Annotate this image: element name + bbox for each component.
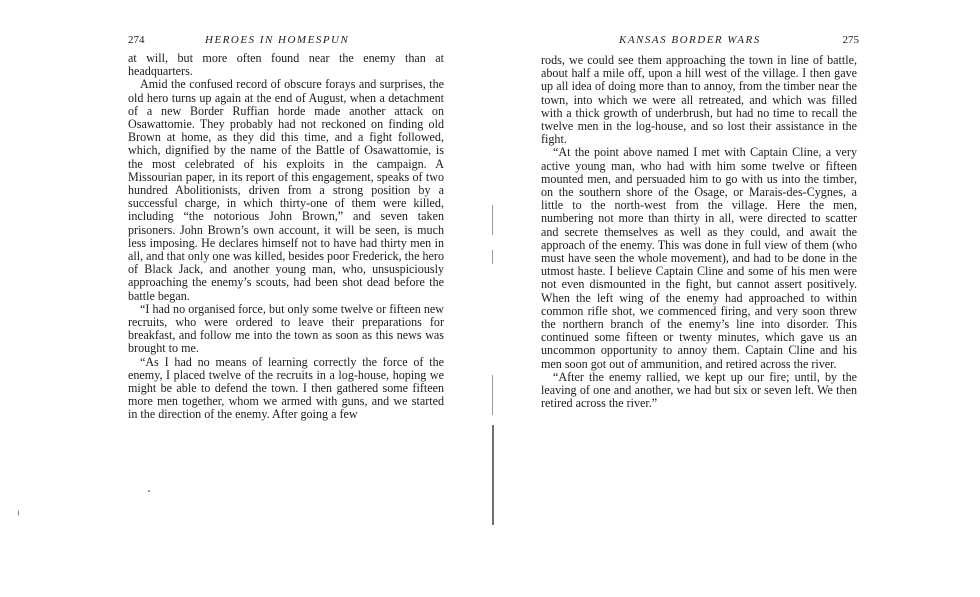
paragraph: at will, but more often found near the enemy than at headquarters.	[128, 51, 444, 79]
gutter-mark	[492, 375, 493, 415]
right-page-number: 275	[842, 34, 859, 46]
paragraph: Amid the confused record of obscure forays and surprises, the old hero turns up again at the end of August, when a detachment of a new Border Ruffian horde made another attack on Osawattomie. They probably had not reckoned on finding old Brown at home, as they did this time, and a fight followed, which, dignified by the name of the Battle of Osawattomie, is the most celebrated of his exploits in the campaign. A Missourian paper, in its report of this engagement, speaks of two hundred Abolitionists, driven from a strong position by a successful charge, in which thirty-one of them were killed, including “the notorious John Brown,” and seven taken prisoners. John Brown’s own account, it will be seen, is much less imposing. He declares himself not to have had thirty men in all, and that only one was killed, besides poor Frederick, the hero of Black Jack, and another young man, who, unsuspiciously approaching the enemy’s scouts, had been shot dead before the battle began.	[128, 77, 444, 303]
gutter-mark	[492, 250, 493, 264]
right-page-body	[541, 54, 857, 410]
paragraph: “I had no organised force, but only some twelve or fifteen new recruits, who were ordered to leave their preparations for breakfast, and follow me into the town as soon as this news was brought to me.	[128, 301, 444, 356]
gutter-mark	[492, 425, 494, 525]
paragraph: “At the point above named I met with Captain Cline, a very active young man, who had with him some twelve or fifteen mounted men, and persuaded him to go with us into the timber, on the southern shore of the Osage, or Marais-des-Cygnes, a little to the north-west from the village. Here the men, numbering not more than thirty in all, were directed to scatter and secrete themselves as well as they could, and await the approach of the enemy. This was done in full view of them (who must have seen the whole movement), and had to be done in the utmost haste. I believe Captain Cline and some of his men were not even dismounted in the fight, but cannot assert positively. When the left wing of the enemy had approached to within common rifle shot, we commenced firing, and very soon threw the northern branch of the enemy’s line into disorder. This continued some fifteen or twenty minutes, which gave us an uncommon opportunity to annoy them. Captain Cline and his men soon got out of ammunition, and retired across the river.	[541, 145, 857, 371]
gutter-mark	[492, 205, 493, 235]
right-running-head	[541, 33, 857, 47]
speck-mark	[18, 510, 19, 516]
left-page-number: 274	[128, 34, 145, 46]
speck-mark	[148, 490, 150, 492]
paragraph: “As I had no means of learning correctly the force of the enemy, I placed twelve of the recruits in a log-house, hoping we might be able to defend the town. I then gathered some fifteen more men together, whom we armed with guns, and we started in the direction of the enemy. After going a few	[128, 354, 444, 422]
left-page-body	[128, 52, 444, 422]
paragraph: rods, we could see them approaching the town in line of battle, about half a mile off, upon a hill west of the village. I then gave up all idea of doing more than to annoy, from the timber near the town, into which we were all retreated, and which was filled with a thick growth of underbrush, but had no time to recall the twelve men in the log-house, and so lost their assistance in the fight.	[541, 53, 857, 147]
left-running-title: HEROES IN HOMESPUN	[205, 34, 350, 46]
paragraph: “After the enemy rallied, we kept up our fire; until, by the leaving of one and another, we had but six or seven left. We then retired across the river.”	[541, 369, 857, 411]
right-running-title: KANSAS BORDER WARS	[619, 34, 761, 46]
left-running-head	[128, 33, 444, 47]
